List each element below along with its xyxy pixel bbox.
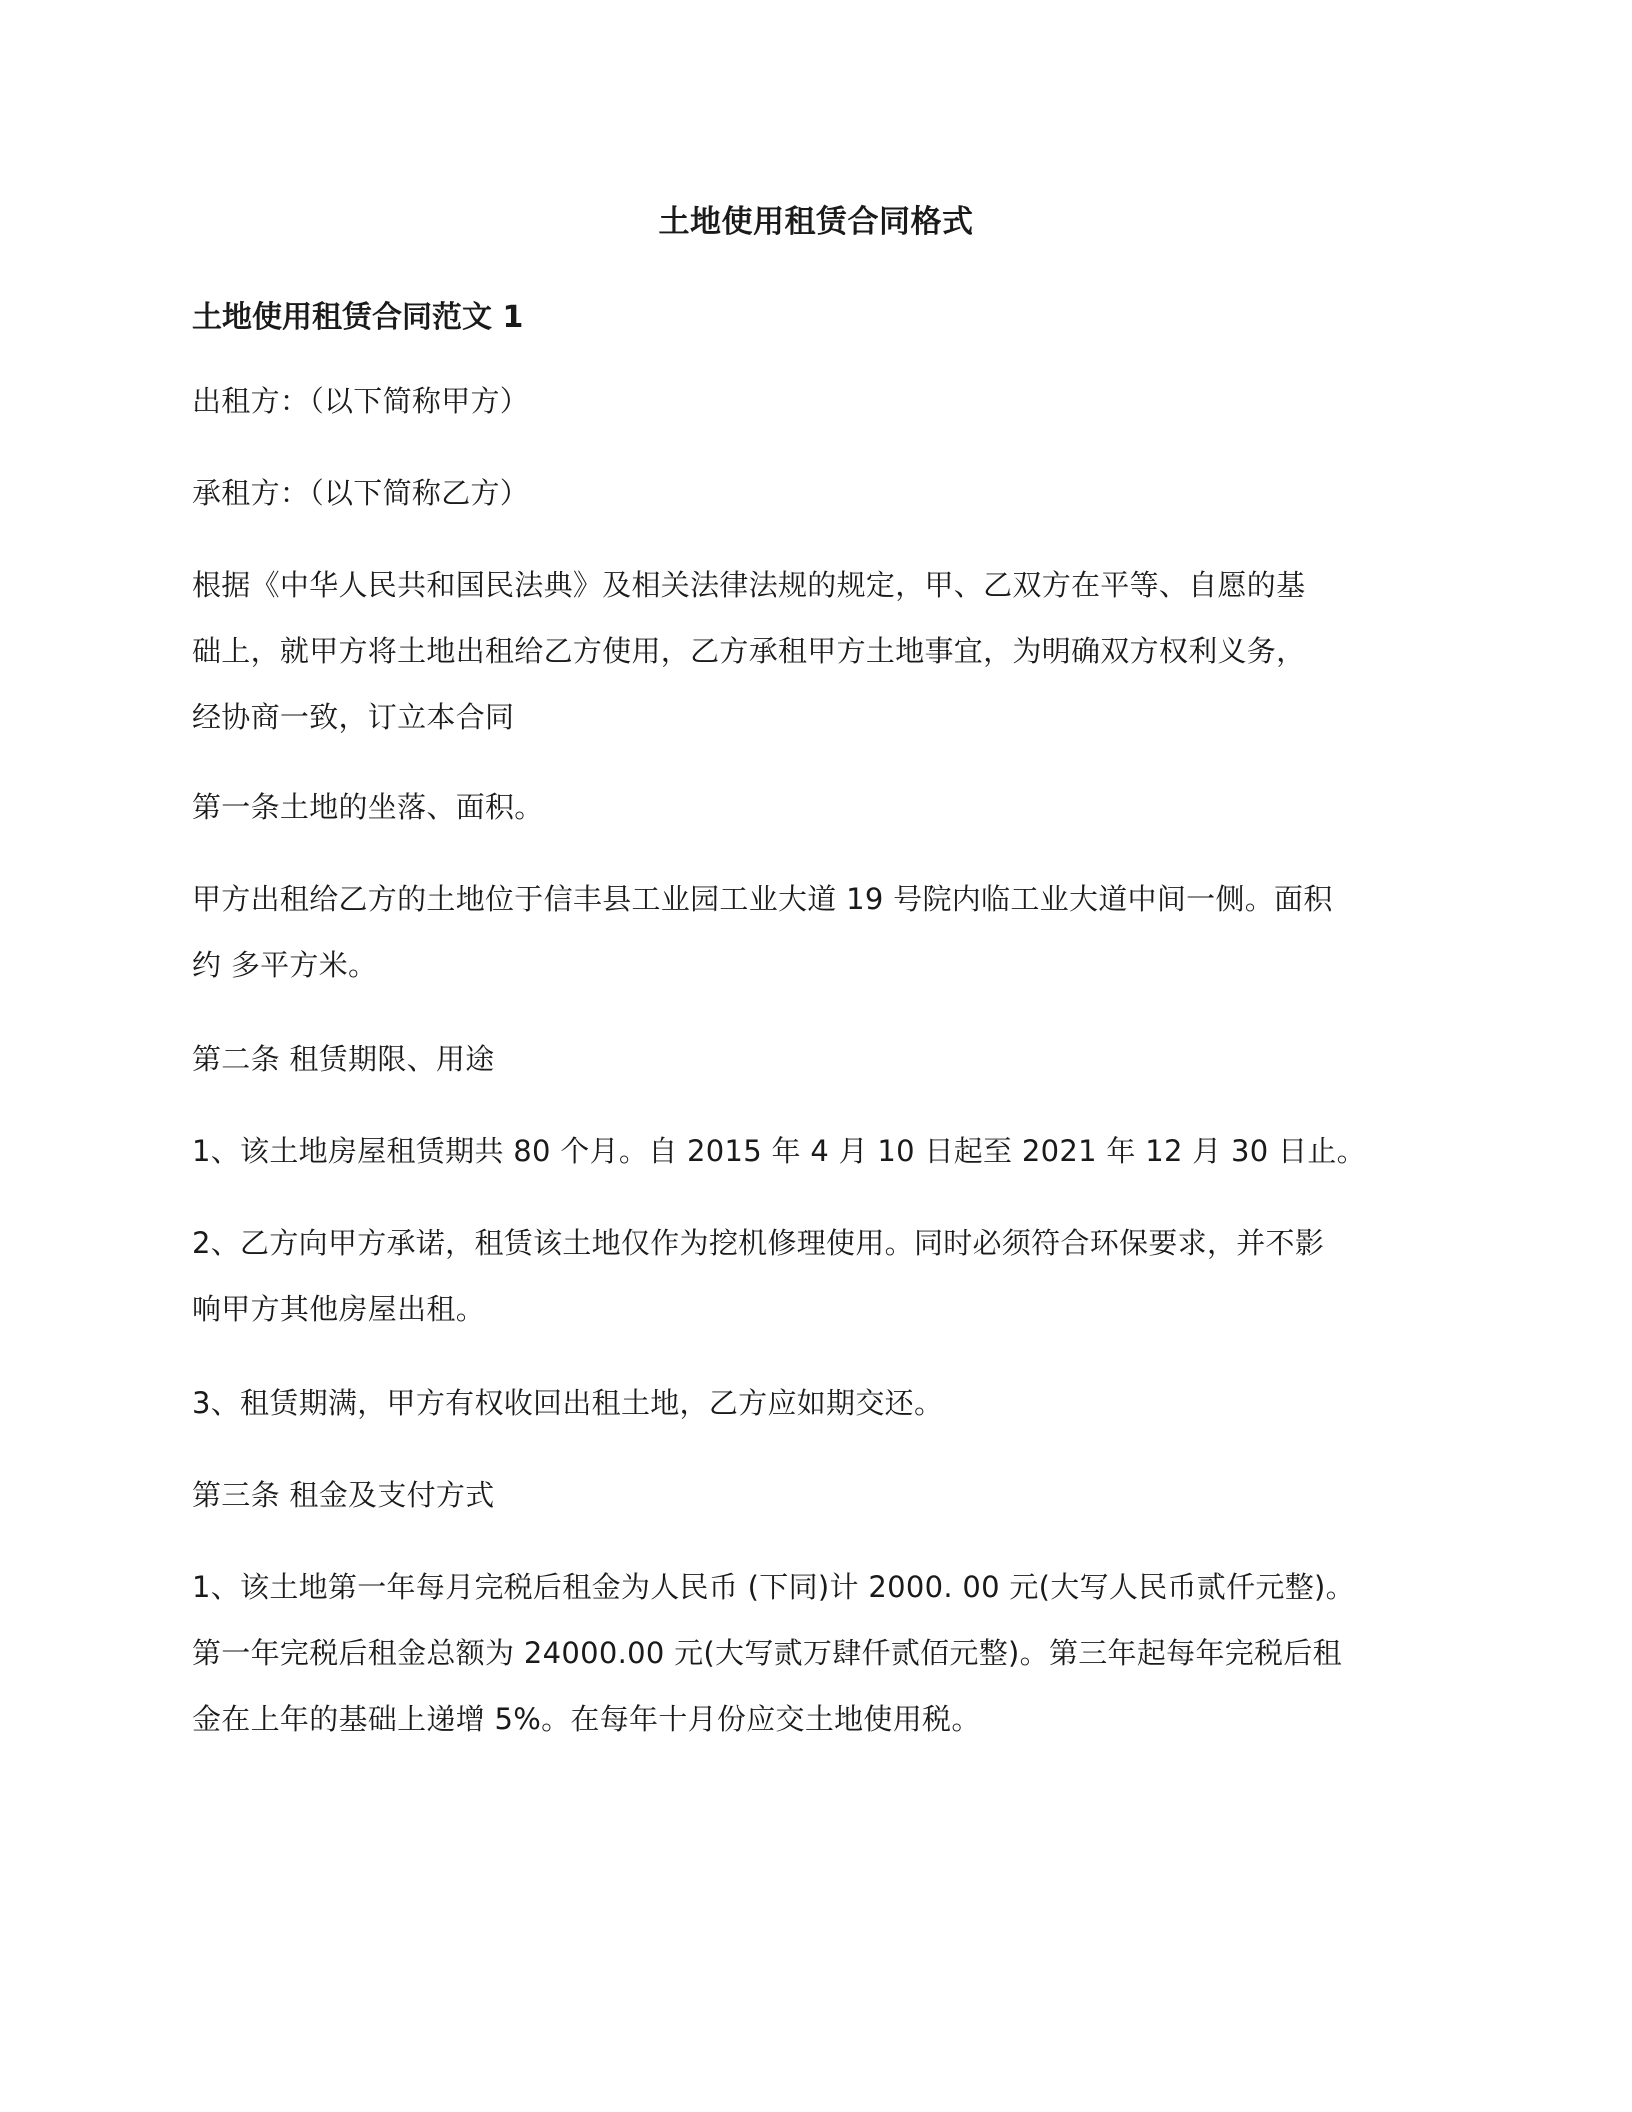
preamble-line: 础上，就甲方将土地出租给乙方使用，乙方承租甲方土地事宜，为明确双方权利义务， <box>192 634 1306 668</box>
article2-item1: 1、该土地房屋租赁期共 80 个月。自 2015 年 4 月 10 日起至 2021 年 12 月 30 日止。 <box>192 1134 1366 1168</box>
preamble-paragraph <box>192 552 1442 750</box>
article3-item1-line: 金在上年的基础上递增 5%。在每年十月份应交土地使用税。 <box>192 1702 981 1736</box>
document-title: 土地使用租赁合同格式 <box>658 204 974 240</box>
preamble-line: 根据《中华人民共和国民法典》及相关法律法规的规定，甲、乙双方在平等、自愿的基 <box>192 568 1306 602</box>
article2-heading: 第二条 租赁期限、用途 <box>192 1042 495 1076</box>
article1-body-line: 甲方出租给乙方的土地位于信丰县工业园工业大道 19 号院内临工业大道中间一侧。面积 <box>192 882 1333 916</box>
article2-item3: 3、租赁期满，甲方有权收回出租土地，乙方应如期交还。 <box>192 1386 944 1420</box>
article2-item2 <box>192 1210 1442 1342</box>
preamble-line: 经协商一致，订立本合同 <box>192 700 515 734</box>
article1-body <box>192 866 1442 998</box>
article3-item1 <box>192 1554 1442 1752</box>
lessee-line: 承租方：（以下简称乙方） <box>192 476 530 510</box>
article2-item2-line: 2、乙方向甲方承诺，租赁该土地仅作为挖机修理使用。同时必须符合环保要求，并不影 <box>192 1226 1325 1260</box>
sample-heading: 土地使用租赁合同范文 1 <box>192 300 524 335</box>
article3-item1-line: 第一年完税后租金总额为 24000.00 元(大写贰万肆仟贰佰元整)。第三年起每年完税后租 <box>192 1636 1342 1670</box>
article2-item2-line: 响甲方其他房屋出租。 <box>192 1292 486 1326</box>
article3-heading: 第三条 租金及支付方式 <box>192 1478 495 1512</box>
article1-body-line: 约 多平方米。 <box>192 948 378 982</box>
article3-item1-line: 1、该土地第一年每月完税后租金为人民币 (下同)计 2000. 00 元(大写人民币贰仟元整)。 <box>192 1570 1355 1604</box>
lessor-line: 出租方：（以下简称甲方） <box>192 384 530 418</box>
article1-heading: 第一条土地的坐落、面积。 <box>192 790 544 824</box>
